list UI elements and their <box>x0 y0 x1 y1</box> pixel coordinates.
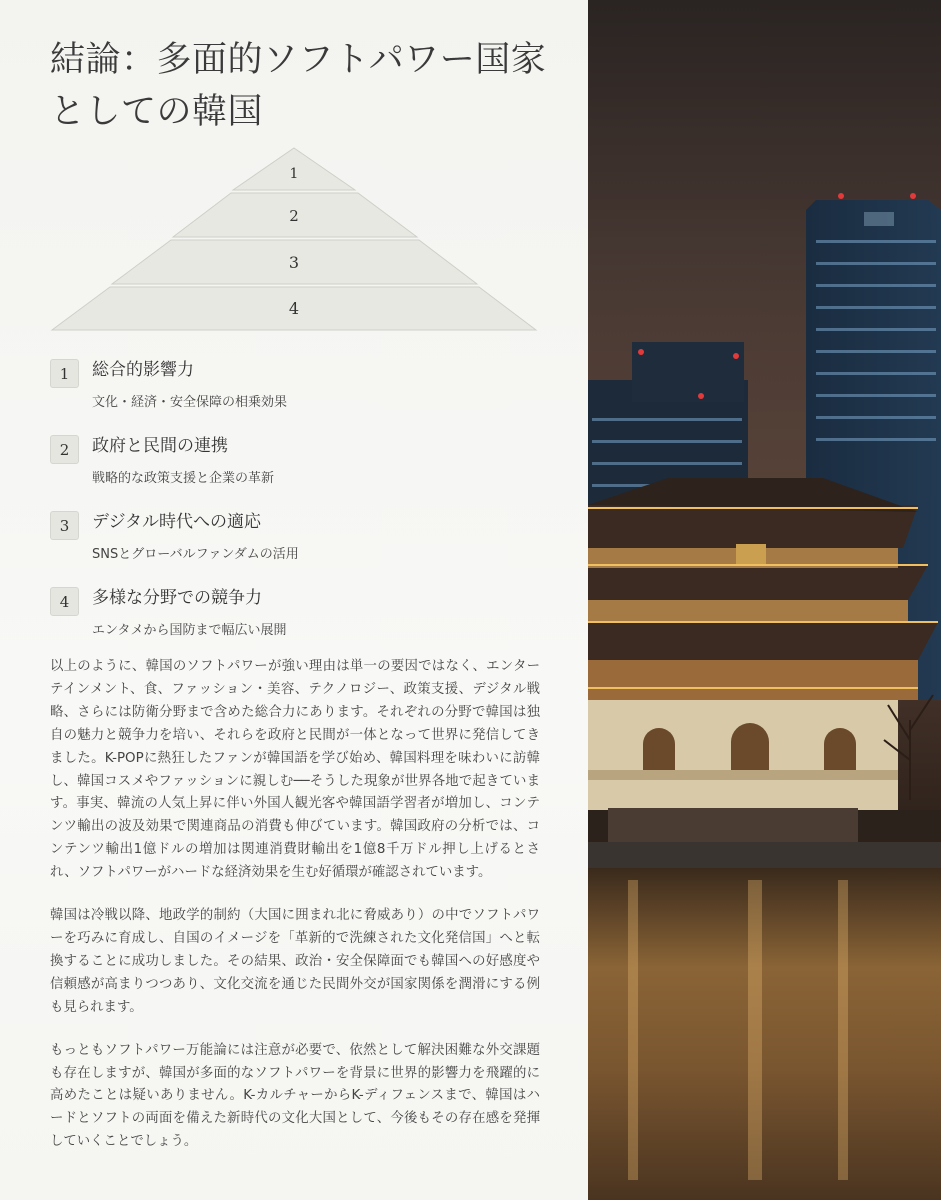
step-number-badge: 2 <box>50 435 79 464</box>
pyramid-label-2: 2 <box>289 207 299 225</box>
pyramid-diagram <box>50 146 538 332</box>
list-item <box>50 431 550 507</box>
step-description: エンタメから国防まで幅広い展開 <box>92 623 287 638</box>
step-description: 戦略的な政策支援と企業の革新 <box>92 471 275 486</box>
step-title: 総合的影響力 <box>92 360 194 380</box>
list-item <box>50 583 550 659</box>
step-description: SNSとグローバルファンダムの活用 <box>92 547 299 562</box>
list-item <box>50 507 550 583</box>
paragraph: 以上のように、韓国のソフトパワーが強い理由は単一の要因ではなく、エンターテインメント、食、ファッション・美容、テクノロジー、政策支援、デジタル戦略、さらには防衛分野まで含めた総合力にあります。それぞれの分野で韓国は独自の魅力と競争力を培い、それらを政府と民間が一体となって世界に発信してきました。K-POPに熱狂したファンが韓国語を学び始め、韓国料理を味わいに訪韓し、韓国コスメやファッションに親しむ──そうした現象が世界各地で起きています。事実、韓流の人気上昇に伴い外国人観光客や韓国語学習者が増加し、コンテンツ輸出の波及効果で関連商品の消費も伸びています。韓国政府の分析では、コンテンツ輸出1億ドルの増加は関連消費財輸出を1億8千万ドル押し上げるとされ、ソフトパワーがハードな経済効果を生む好循環が確認されています。 <box>50 659 540 881</box>
step-title: 政府と民間の連携 <box>92 436 228 456</box>
step-title: デジタル時代への適応 <box>92 512 261 532</box>
paragraph: 韓国は冷戦以降、地政学的制約（大国に囲まれ北に脅威あり）の中でソフトパワーを巧みに育成し、自国のイメージを「革新的で洗練された文化発信国」へと転換することに成功しました。その結果、政治・安全保障面でも韓国への好感度や信頼感が高まりつつあり、文化交流を通じた民間外交が国家関係を潤滑にする例も見られます。 <box>50 908 540 1015</box>
pyramid-label-4: 4 <box>288 299 300 318</box>
step-number-badge: 4 <box>50 587 79 616</box>
step-list <box>50 355 550 659</box>
step-number-badge: 1 <box>50 359 79 388</box>
seoul-palace-night-photo <box>588 0 941 1200</box>
body-text <box>50 656 540 1174</box>
step-title: 多様な分野での競争力 <box>92 588 262 608</box>
paragraph: もっともソフトパワー万能論には注意が必要で、依然として解決困難な外交課題も存在しますが、韓国が多面的なソフトパワーを背景に世界的影響力を飛躍的に高めたことは疑いありません。K-カルチャーからK-ディフェンスまで、韓国はハードとソフトの両面を備えた新時代の文化大国として、今後もその存在感を発揮していくことでしょう。 <box>50 1042 540 1150</box>
pyramid-label-3: 3 <box>288 253 300 272</box>
pyramid-label-1: 1 <box>289 166 299 182</box>
page-title: 結論：多面的ソフトパワー国家としての韓国 <box>50 40 547 132</box>
palace <box>588 478 938 810</box>
water-reflection <box>588 868 941 1200</box>
list-item <box>50 355 550 431</box>
step-description: 文化・経済・安全保障の相乗効果 <box>92 395 288 410</box>
step-number-badge: 3 <box>50 511 79 540</box>
